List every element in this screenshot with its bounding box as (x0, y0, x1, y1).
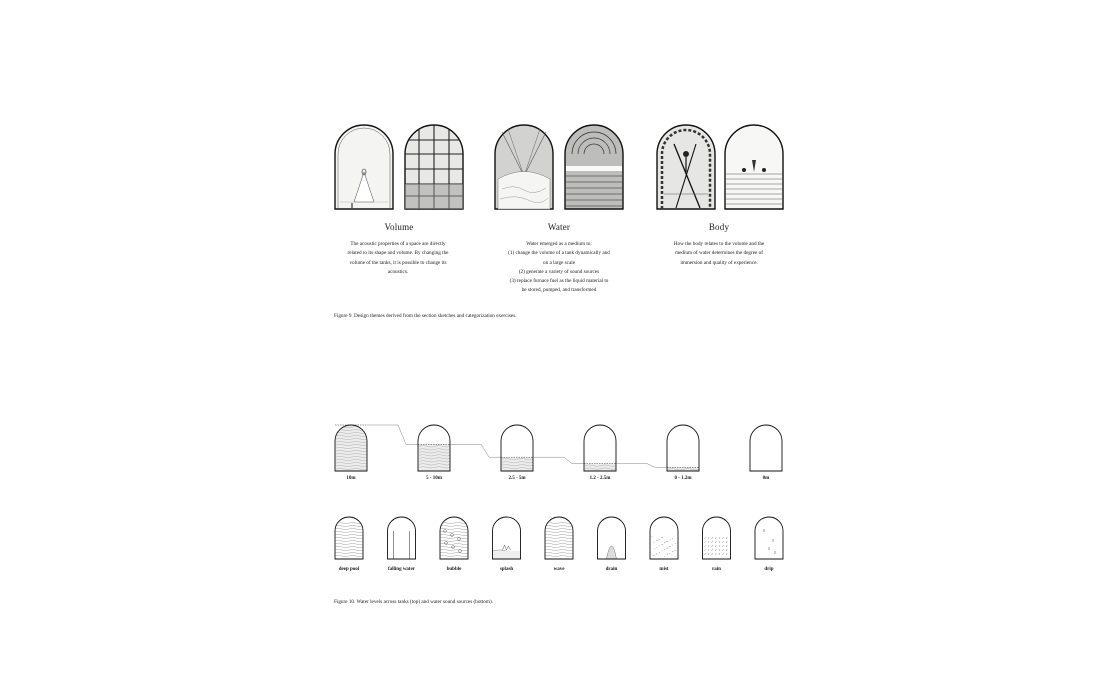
theme-text-volume: The acoustic properties of a space are directly related to its shape and volume. By changing the volume of the tanks, it is possible to change its acoustics. (347, 241, 449, 275)
sound-source-label: drip (764, 567, 774, 572)
level-connector (367, 425, 418, 444)
sound-source-label: drain (605, 567, 618, 572)
sound-source-tank (440, 517, 468, 559)
sound-source-tank (335, 517, 363, 559)
figure-9-caption: Figure 9. Design themes derived from the section sketches and categorization exercises. (334, 313, 517, 319)
water-level-label: 0m (762, 476, 770, 481)
sound-source-label: splash (499, 567, 514, 572)
sound-source-tank (703, 517, 731, 559)
water-level-tank (335, 425, 368, 471)
water-level-tank (584, 425, 617, 471)
figure-10-caption: Figure 10. Water levels across tanks (top) and water sound sources (bottom). (334, 599, 493, 605)
water-level-tank (667, 425, 700, 471)
sound-source-tank (755, 517, 783, 559)
water-level-tank (418, 425, 451, 471)
sound-source-label: mist (659, 567, 669, 572)
water-level-tanks (330, 420, 790, 476)
level-connector (450, 444, 501, 457)
body-section-sketch (656, 124, 716, 210)
theme-title-water: Water (547, 222, 571, 232)
water-level-tank (750, 425, 782, 471)
theme-title-body: Body (708, 222, 730, 232)
sound-source-label: deep pool (338, 567, 360, 572)
theme-title-volume: Volume (384, 222, 414, 232)
water-level-label: 2.5 - 5m (508, 476, 526, 481)
water-level-tank (501, 425, 534, 471)
sound-source-label: falling water (387, 567, 416, 572)
level-connector (616, 464, 667, 468)
sound-source-label: wave (553, 567, 565, 572)
theme-text-body: How the body relates to the volume and the medium of water determines the degree of immersion and quality of experience. (673, 241, 765, 266)
sound-source-tank (388, 517, 416, 559)
sound-source-tank (493, 517, 521, 559)
theme-text-water: Water emerged as a medium to: (1) change the volume of a tank dynamically and on a large scale (2) generate a variety of sound sources (3) replace furnace fuel as the liquid material to be stored, pumped, and transformed (508, 241, 610, 294)
water-level-label: 10m (346, 476, 356, 481)
water-level-label: 5 - 10m (426, 476, 442, 481)
volume-grid-sketch (404, 124, 464, 210)
water-fill (335, 425, 367, 471)
body-immersion-sketch (724, 124, 784, 210)
sound-source-tanks (330, 514, 790, 562)
water-level-label: 0 - 1.2m (674, 476, 692, 481)
sound-source-tank (545, 517, 573, 559)
sound-source-label: rain (712, 567, 721, 572)
water-fill (667, 467, 699, 471)
sound-source-tank (650, 517, 678, 559)
volume-section-sketch (334, 124, 394, 210)
sound-source-label: bubble (446, 567, 462, 572)
water-waves-sketch (564, 124, 624, 210)
water-section-sketch (494, 124, 554, 210)
sound-source-tank (598, 517, 626, 559)
level-connector (533, 457, 584, 463)
water-level-label: 1.2 - 2.5m (589, 476, 611, 481)
